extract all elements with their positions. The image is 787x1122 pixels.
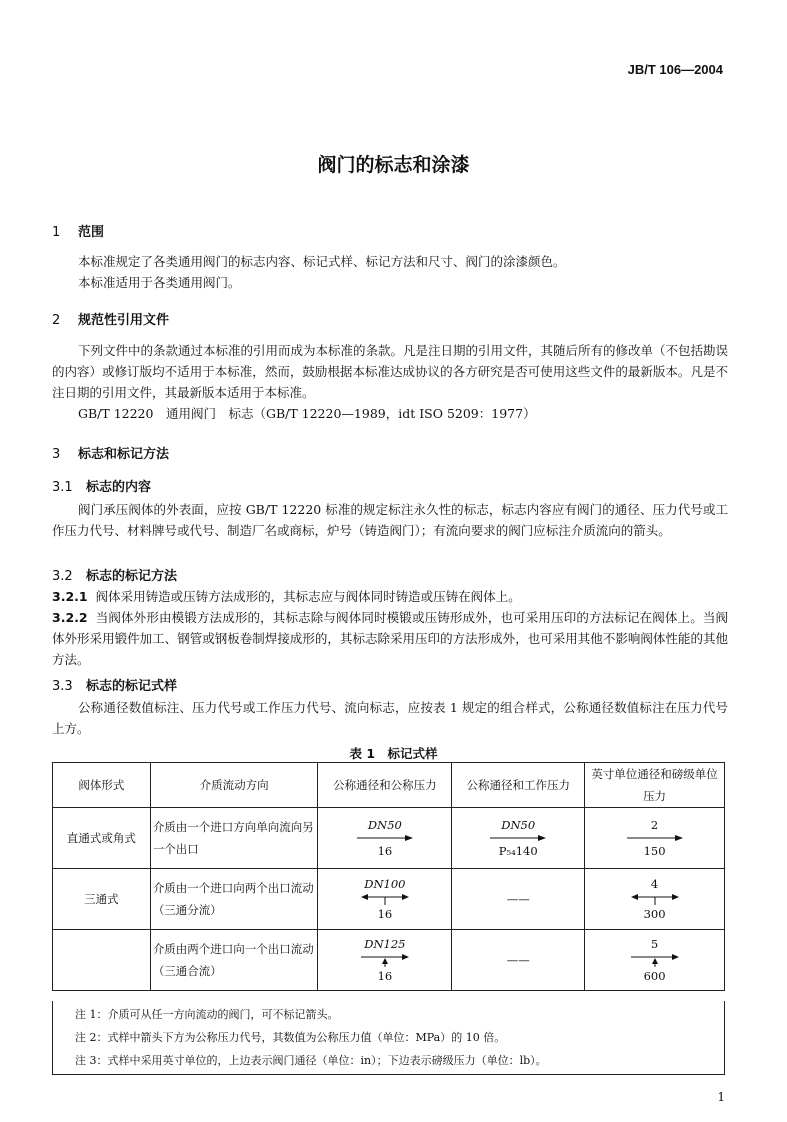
merge-flow-arrow-icon [631,953,679,967]
table-header-cell: 公称通径和公称压力 [318,763,452,808]
table-header-cell: 阀体形式 [53,763,151,808]
standard-number: JB/T 106—2004 [627,62,723,77]
section-number: 3.1 [52,480,73,495]
section-title: 标志和标记方法 [78,447,170,462]
table-cell [318,869,452,930]
section-2-heading [52,309,169,328]
clause-3-2-1 [52,586,728,607]
clause-text: 阀体采用铸造或压铸方法成形的，其标志应与阀体同时铸造或压铸在阀体上。 [95,589,521,604]
section-title: 规范性引用文件 [78,313,170,328]
table-note: 注 2：式样中箭头下方为公称压力代号，其数值为公称压力值（单位：MPa）的 10 倍。 [75,1031,506,1044]
table-cell [585,869,725,930]
marking-bottom: 600 [643,969,666,983]
split-flow-arrow-icon [361,893,409,905]
marking-sample [627,817,683,859]
clause-number: 3.2.1 [52,589,88,604]
marking-top: DN50 [367,818,402,832]
section-3-3-heading [52,675,177,694]
marking-sample [631,936,679,984]
table-cell: 介质由一个进口向两个出口流动（三通分流） [150,869,318,930]
table-cell [452,808,585,869]
section-1-heading [52,221,104,240]
table-header-cell: 介质流动方向 [150,763,318,808]
paragraph: 本标准规定了各类通用阀门的标志内容、标记式样、标记方法和尺寸、阀门的涂漆颜色。 [78,254,566,269]
section-3-1-heading [52,476,151,495]
table-note: 注 3：式样中采用英寸单位的，上边表示阀门通径（单位：in）；下边表示磅级压力（单位：lb）。 [75,1054,547,1067]
marking-top: DN100 [364,877,406,891]
marking-top: DN125 [364,937,406,951]
table-caption: 表 1 标记式样 [349,746,438,761]
marking-sample [357,817,413,859]
marking-bottom: P₅₄140 [498,844,538,858]
table-header-cell: 公称通径和工作压力 [452,763,585,808]
section-number: 1 [52,225,61,240]
clause-number: 3.2.2 [52,610,88,625]
section-number: 3 [52,447,61,462]
section-number: 3.2 [52,569,73,584]
section-title: 标志的标记式样 [86,679,178,694]
clause-3-2-2 [52,607,728,670]
table-row [53,869,725,930]
section-number: 3.3 [52,679,73,694]
section-title: 标志的内容 [86,480,152,495]
table-header-row [53,763,725,808]
table-row [53,808,725,869]
reference-entry: GB/T 12220 通用阀门 标志（GB/T 12220—1989，idt ISO 5209：1977） [78,406,536,421]
marking-bottom: 16 [377,907,393,921]
section-title: 范围 [78,225,105,240]
table-notes [52,1001,725,1075]
table-cell: 介质由一个进口方向单向流向另一个出口 [150,808,318,869]
paragraph: 下列文件中的条款通过本标准的引用而成为本标准的条款。凡是注日期的引用文件，其随后所有的修改单（不包括勘误的内容）或修订版均不适用于本标准，然而，鼓励根据本标准达成协议的各方研究是否可使用这些文件的最新版本。凡是不注日期的引用文件，其最新版本适用于本标准。 [52,343,729,400]
page-number: 1 [717,1090,725,1104]
marking-bottom: 150 [643,844,666,858]
marking-bottom: 16 [377,844,393,858]
table-cell: 介质由两个进口向一个出口流动（三通合流） [150,930,318,991]
marking-sample [631,876,679,922]
paragraph: 阀门承压阀体的外表面，应按 GB/T 12220 标准的规定标注永久性的标志，标志内容应有阀门的通径、压力代号或工作压力代号、材料牌号或代号、制造厂名或商标，炉号（铸造阀门）；有流向要求的阀门应标注介质流向的箭头。 [52,502,728,538]
table-cell [53,930,151,991]
arrow-right-icon [357,834,413,842]
table-cell: —— [452,930,585,991]
clause-text: 当阀体外形由模锻方法成形的，其标志除与阀体同时模锻或压铸形成外，也可采用压印的方法标记在阀体上。当阀体外形采用锻件加工、钢管或钢板卷制焊接成形的，其标志除采用压印的方法形成外，也可采用其他不影响阀体性能的其他方法。 [52,610,728,667]
table-header-cell: 英寸单位通径和磅级单位压力 [585,763,725,808]
marking-sample [490,817,546,859]
section-number: 2 [52,313,61,328]
marking-table [52,762,725,991]
paragraph: 本标准适用于各类通用阀门。 [78,275,241,290]
marking-sample [361,876,409,922]
marking-top: 4 [650,877,659,891]
paragraph: 公称通径数值标注、压力代号或工作压力代号、流向标志，应按表 1 规定的组合样式，公称通径数值标注在压力代号上方。 [52,700,728,736]
marking-bottom: 16 [377,969,393,983]
section-3-heading [52,443,169,462]
table-cell [585,930,725,991]
table-cell: —— [452,869,585,930]
table-cell [318,930,452,991]
section-3-2-heading [52,565,177,584]
table-cell [585,808,725,869]
marking-top: DN50 [501,818,536,832]
merge-flow-arrow-icon [361,953,409,967]
arrow-right-icon [627,834,683,842]
table-cell: 三通式 [53,869,151,930]
table-row [53,930,725,991]
table-note: 注 1：介质可从任一方向流动的阀门，可不标记箭头。 [75,1008,339,1021]
table-cell [318,808,452,869]
table-cell: 直通式或角式 [53,808,151,869]
marking-top: 2 [650,818,659,832]
arrow-right-icon [490,834,546,842]
marking-bottom: 300 [643,907,666,921]
marking-top: 5 [650,937,659,951]
section-title: 标志的标记方法 [86,569,178,584]
split-flow-arrow-icon [631,893,679,905]
marking-sample [361,936,409,984]
document-title: 阀门的标志和涂漆 [317,154,470,176]
